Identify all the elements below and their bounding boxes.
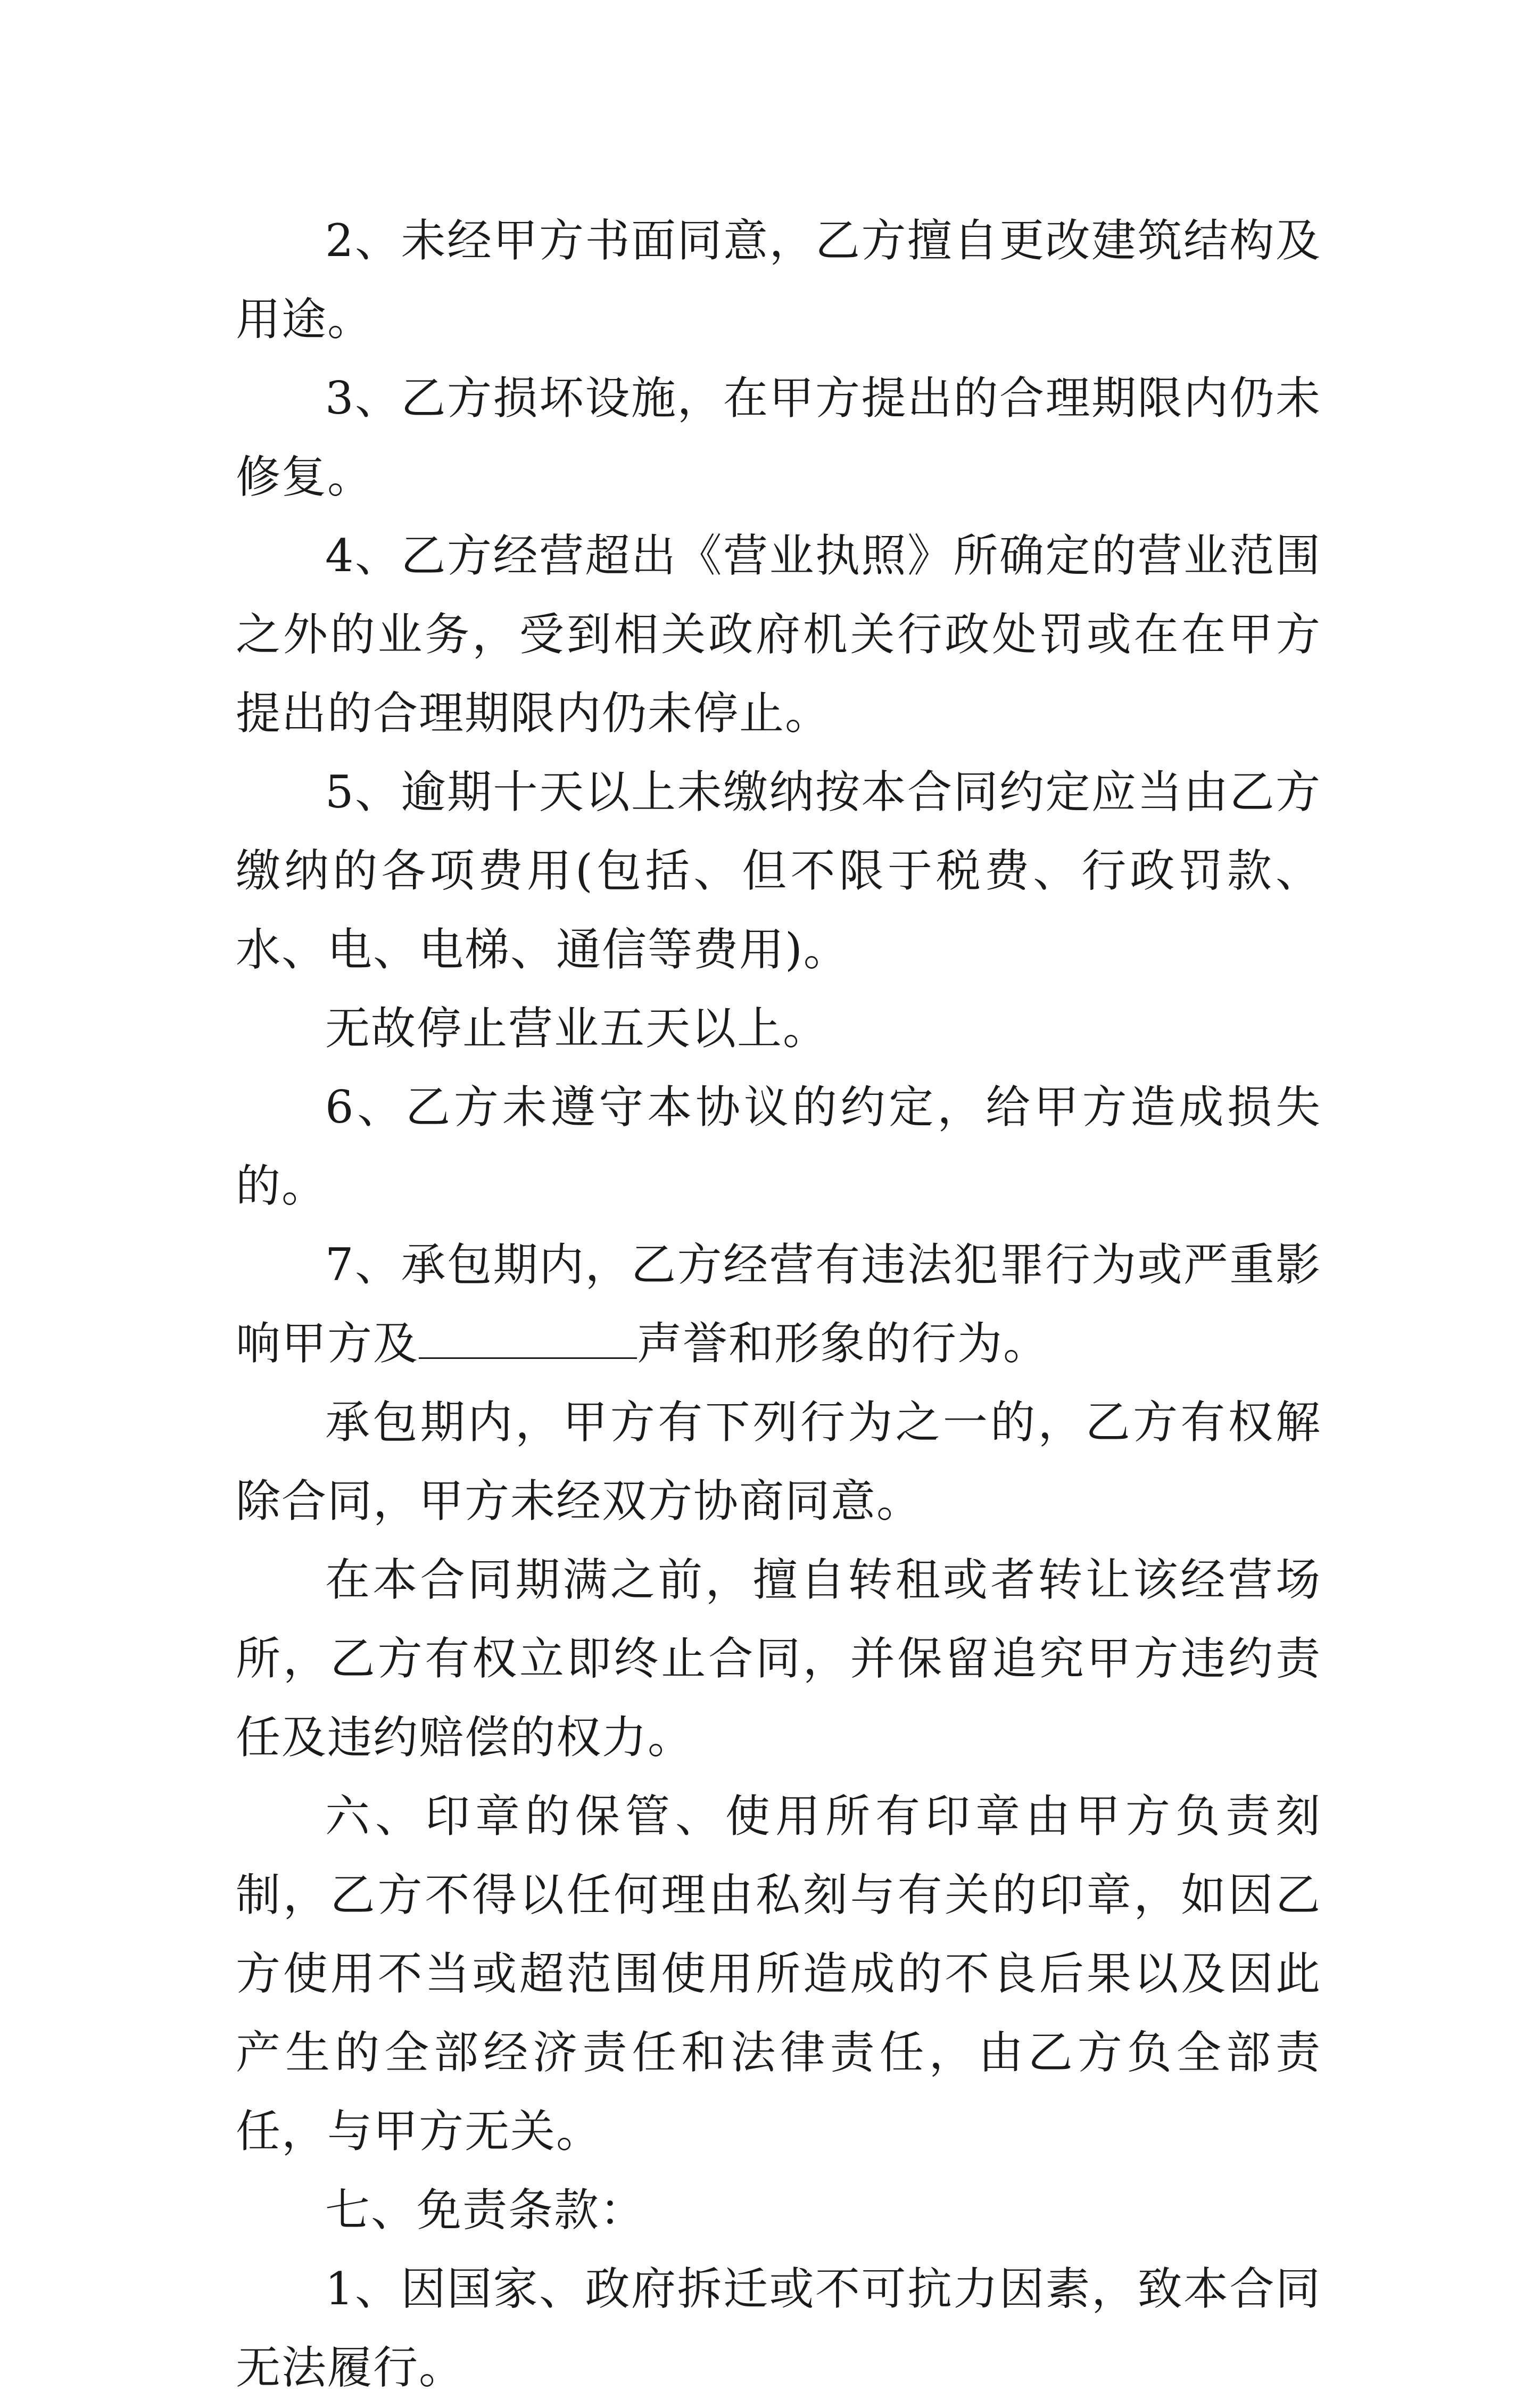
clause-business-scope: 4、乙方经营超出《营业执照》所确定的营业范围之外的业务，受到相关政府机关行政处罚或在在甲方提出的合理期限内仍未停止。 <box>236 530 1321 739</box>
clause-force-majeure: 1、因国家、政府拆迁或不可抗力因素，致本合同无法履行。 <box>236 2263 1321 2394</box>
clause-overdue-fees: 5、逾期十天以上未缴纳按本合同约定应当由乙方缴纳的各项费用(包括、但不限于税费、行政罚款、水、电、电梯、通信等费用)。 <box>236 766 1321 976</box>
clause-illegal-conduct-text-before: 7、承包期内，乙方经营有违法犯罪行为或严重影响甲方及 <box>236 1239 1321 1370</box>
clause-illegal-conduct-text-after: 声誉和形象的行为。 <box>637 1317 1049 1370</box>
document-page <box>236 201 1321 2407</box>
clause-breach-loss: 6、乙方未遵守本协议的约定，给甲方造成损失的。 <box>236 1081 1321 1212</box>
fill-in-blank <box>419 1322 637 1359</box>
clause-unauthorized-alteration: 2、未经甲方书面同意，乙方擅自更改建筑结构及用途。 <box>236 215 1321 345</box>
clause-damaged-facilities: 3、乙方损坏设施，在甲方提出的合理期限内仍未修复。 <box>236 372 1321 503</box>
clause-illegal-conduct <box>236 1225 1321 1383</box>
clause-party-b-termination-right: 承包期内，甲方有下列行为之一的，乙方有权解除合同，甲方未经双方协商同意。 <box>236 1396 1321 1527</box>
clause-sublease: 在本合同期满之前，擅自转租或者转让该经营场所，乙方有权立即终止合同，并保留追究甲方违约责任及违约赔偿的权力。 <box>236 1554 1321 1763</box>
section-seal-management: 六、印章的保管、使用所有印章由甲方负责刻制，乙方不得以任何理由私刻与有关的印章，如因乙方使用不当或超范围使用所造成的不良后果以及因此产生的全部经济责任和法律责任，由乙方负全部责任，与甲方无关。 <box>236 1790 1321 2157</box>
section-exemption-heading: 七、免责条款： <box>325 2184 646 2236</box>
clause-suspension: 无故停止营业五天以上。 <box>325 1002 829 1054</box>
